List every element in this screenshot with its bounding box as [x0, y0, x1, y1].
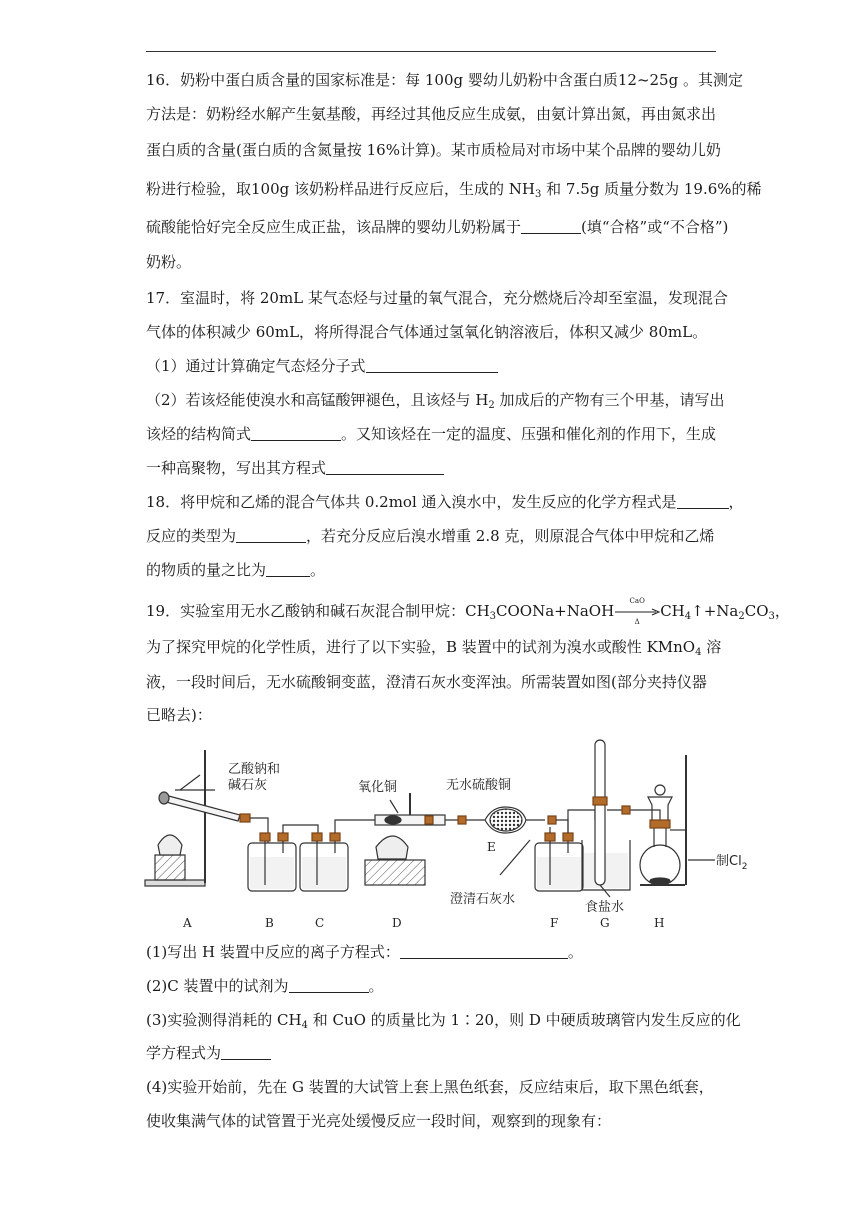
- q19-text: (1)写出 H 装置中反应的离子方程式：: [146, 943, 400, 961]
- test-tube-a: [159, 792, 240, 821]
- q18-line-3: [146, 560, 325, 580]
- q19-sub-3-cont: [146, 1043, 271, 1063]
- drying-tube-e: [470, 807, 545, 833]
- combustion-tube-d: [365, 793, 445, 885]
- reaction-arrow: [614, 597, 660, 626]
- answer-blank[interactable]: [251, 426, 341, 441]
- subscript: 4: [301, 1020, 308, 1031]
- q18-text: ，: [728, 493, 744, 511]
- cl2-text: 制Cl: [716, 854, 742, 869]
- q19-text: 和 CuO 的质量比为 1∶20，则 D 中硬质玻璃管内发生反应的化: [307, 1011, 741, 1029]
- label-pointer-cuo: [390, 800, 398, 813]
- heat-label: Δ: [634, 618, 640, 626]
- label-c: C: [315, 916, 325, 930]
- label-h: H: [654, 916, 665, 930]
- apparatus-diagram: [140, 735, 760, 935]
- q17-text: 加成后的产物有三个甲基，请写出: [494, 391, 725, 409]
- q19-text: 19．实验室用无水乙酸钠和碱石灰混合制甲烷：CH: [146, 602, 490, 620]
- q16-line-1: 16．奶粉中蛋白质含量的国家标准是：每 100g 婴幼儿奶粉中含蛋白质12~25g 。其测定: [146, 71, 743, 89]
- flask-h: [640, 755, 686, 885]
- subscript: 2: [738, 611, 745, 622]
- q19-sub-4: (4)实验开始前，先在 G 装置的大试管上套上黑色纸套，反应结束后，取下黑色纸套，: [146, 1078, 714, 1096]
- label-e: E: [487, 840, 496, 854]
- q19-text: COONa+NaOH: [496, 602, 615, 620]
- label-g: G: [600, 916, 610, 930]
- q19-text: CO: [744, 602, 769, 620]
- q19-text: 为了探究甲烷的化学性质，进行了以下实验，B 装置中的试剂为溴水或酸性 KMnO: [146, 638, 696, 656]
- label-anhydrous-cuso4: 无水硫酸铜: [446, 778, 512, 793]
- heater-block-a: [155, 855, 185, 880]
- q17-line-4: [146, 390, 725, 410]
- q19-text: 溶: [701, 638, 722, 656]
- answer-blank[interactable]: [289, 978, 369, 993]
- q19-text: ↑+Na: [691, 602, 739, 620]
- q19-sub-4-cont: 使收集满气体的试管置于光亮处缓慢反应一段时间，观察到的现象有：: [146, 1112, 612, 1130]
- answer-blank[interactable]: [677, 494, 729, 509]
- q16-line-2: 方法是：奶粉经水解产生氨基酸，再经过其他反应生成氨，由氨计算出氮，再由氮求出: [146, 105, 717, 123]
- q16-text: 粉进行检验，取100g 该奶粉样品进行反应后，生成的 NH: [146, 180, 535, 198]
- q18-line-1: [146, 492, 744, 512]
- q17-text: 。又知该烃在一定的温度、压强和催化剂的作用下，生成: [341, 425, 717, 443]
- q19-sub-1: [146, 942, 583, 962]
- q16-line-3: 蛋白质的含量(蛋白质的含氮量按 16%计算)。某市质检局对市场中某个品牌的婴幼儿奶: [146, 141, 721, 159]
- q19-line-3: 液，一段时间后，无水硫酸铜变蓝，澄清石灰水变浑浊。所需装置如图(部分夹持仪器: [146, 673, 707, 691]
- q19-sub-3: [146, 1010, 741, 1030]
- q16-text: (填“合格”或“不合格”): [581, 218, 729, 236]
- subscript: 2: [741, 862, 748, 872]
- q17-line-1: 17．室温时，将 20mL 某气态烃与过量的氧气混合，充分燃烧后冷却至室温，发现混合: [146, 289, 728, 307]
- q18-line-2: [146, 526, 714, 546]
- bottle-c: [300, 833, 348, 891]
- answer-blank[interactable]: [521, 219, 581, 234]
- q17-line-2: 气体的体积减少 60mL，将所得混合气体通过氢氧化钠溶液后，体积又减少 80mL。: [146, 323, 708, 341]
- answer-blank[interactable]: [221, 1045, 271, 1060]
- label-pointer-a: [180, 775, 200, 790]
- subscript: 3: [489, 611, 497, 622]
- q17-text: 该烃的结构简式: [146, 425, 252, 443]
- arrow-icon: [614, 608, 660, 616]
- label-soda-lime: 碱石灰: [228, 778, 268, 793]
- q17-line-5: [146, 424, 716, 444]
- label-f: F: [550, 916, 559, 930]
- label-copper-oxide: 氧化铜: [358, 780, 398, 795]
- bottle-f: [535, 833, 583, 891]
- answer-blank[interactable]: [400, 944, 568, 959]
- lamp-a: [158, 835, 182, 855]
- q19-text: (3)实验测得消耗的 CH: [146, 1011, 302, 1029]
- q17-text: （1）通过计算确定气态烃分子式: [146, 357, 366, 375]
- q17-line-3: [146, 356, 498, 376]
- stand-base-a: [145, 880, 205, 886]
- q17-line-6: [146, 458, 444, 478]
- q19-text: 。: [567, 943, 583, 961]
- subscript: 4: [684, 611, 692, 622]
- q17-text: 一种高聚物，写出其方程式: [146, 459, 327, 477]
- answer-blank[interactable]: [236, 528, 306, 543]
- q18-text: 的物质的量之比为: [146, 561, 267, 579]
- q16-text: 和 7.5g 质量分数为 19.6%的稀: [541, 180, 762, 198]
- answer-blank[interactable]: [326, 460, 444, 475]
- q18-text: ，若充分反应后溴水增重 2.8 克，则原混合气体中甲烷和乙烯: [306, 527, 715, 545]
- subscript: 2: [488, 400, 495, 411]
- q19-sub-2: [146, 976, 384, 996]
- stopper-a: [240, 814, 250, 822]
- label-make-cl2: [716, 853, 747, 872]
- q18-text: 。: [310, 561, 326, 579]
- label-lime-water: 澄清石灰水: [450, 892, 516, 907]
- label-b: B: [265, 916, 274, 930]
- q18-text: 18．将甲烷和乙烯的混合气体共 0.2mol 通入溴水中，发生反应的化学方程式是: [146, 493, 677, 511]
- catalyst-label: CaO: [629, 597, 645, 605]
- subscript: 3: [768, 611, 775, 622]
- label-a: A: [183, 916, 192, 930]
- q18-text: 反应的类型为: [146, 527, 237, 545]
- label-sodium-acetate: 乙酸钠和: [228, 762, 281, 777]
- q16-line-5: [146, 217, 728, 237]
- label-d: D: [392, 916, 402, 930]
- subscript: 3: [534, 189, 542, 200]
- q16-text: 硫酸能恰好完全反应生成正盐，该品牌的婴幼儿奶粉属于: [146, 218, 522, 236]
- q19-line-1: [146, 597, 790, 626]
- q19-text: (2)C 装置中的试剂为: [146, 977, 289, 995]
- q17-text: （2）若该烃能使溴水和高锰酸钾褪色，且该烃与 H: [146, 391, 489, 409]
- header-rule: [146, 51, 716, 52]
- label-pointer-lime: [500, 840, 530, 875]
- q19-line-4: 已略去)：: [146, 706, 212, 724]
- beaker-g: [582, 740, 630, 890]
- q16-line-6: 奶粉。: [146, 253, 192, 271]
- bottle-b: [248, 833, 296, 891]
- q19-text: 学方程式为: [146, 1044, 222, 1062]
- answer-blank[interactable]: [366, 358, 498, 373]
- subscript: 4: [695, 647, 702, 658]
- label-salt-water: 食盐水: [585, 900, 625, 915]
- q19-text: ，: [774, 602, 790, 620]
- q19-line-2: [146, 637, 721, 657]
- q16-line-4: [146, 179, 762, 199]
- answer-blank[interactable]: [266, 562, 310, 577]
- q19-text: CH: [660, 602, 685, 620]
- q19-text: 。: [368, 977, 384, 995]
